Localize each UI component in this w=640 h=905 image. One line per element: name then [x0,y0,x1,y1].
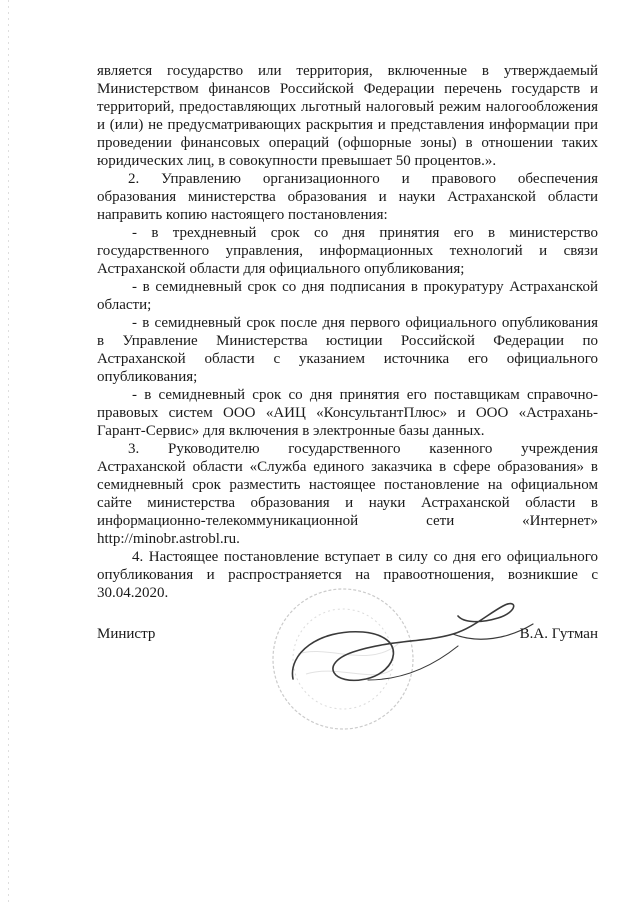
text-line: - в трехдневный срок со дня принятия его в министерство [132,225,598,241]
text-line: - в семидневный срок со дня подписания в прокуратуру Астраханской [132,279,598,295]
text-line: в Управление Министерства юстиции Российской Федерации по [97,333,598,349]
text-line: Астраханской области «Служба единого заказчика в сфере образования» в [97,459,598,475]
text-line: Астраханской области с указанием источника его официального [97,351,598,367]
text-line: проведении финансовых операций (офшорные зоны) в отношении таких [97,135,598,151]
text-line: территорий, предоставляющих льготный налоговый режим налогообложения [97,99,598,115]
text-line: образования министерства образования и науки Астраханской области [97,189,598,205]
signature-and-stamp-image [248,584,548,734]
text-line: направить копию настоящего постановления: [97,207,388,223]
text-line: государственного управления, информационных технологий и связи [97,243,598,259]
text-line: области; [97,297,152,313]
text-line: сайте министерства образования и науки Астраханской области в [97,495,598,511]
text-line: Министерством финансов Российской Федерации перечень государств и [97,81,598,97]
text-line: семидневный срок разместить настоящее постановление на официальном [97,477,598,493]
text-line: опубликования и распространяется на правоотношения, возникшие с [97,567,598,583]
signatory-position: Министр [97,626,156,642]
text-line: Гарант-Сервис» для включения в электронные базы данных. [97,423,485,439]
text-line: - в семидневный срок после дня первого официального опубликования [132,315,598,331]
signatory-name: В.А. Гутман [519,626,598,642]
text-line: http://minobr.astrobl.ru. [97,531,240,547]
text-line: информационно-телекоммуникационной сети «Интернет» [97,513,598,529]
text-line: Астраханской области для официального опубликования; [97,261,465,277]
text-line: юридических лиц, в совокупности превышает 50 процентов.». [97,153,497,169]
text-line: является государство или территория, включенные в утверждаемый [97,63,598,79]
text-line: опубликования; [97,369,198,385]
text-line: 30.04.2020. [97,585,169,601]
text-line: правовых систем ООО «АИЦ «КонсультантПлюс» и ООО «Астрахань- [97,405,598,421]
text-line: - в семидневный срок со дня принятия его поставщикам справочно- [132,387,598,403]
text-line: и (или) не предусматривающих раскрытия и представления информации при [97,117,598,133]
text-line: 2. Управлению организационного и правового обеспечения [128,171,598,187]
scan-margin-artifact [8,0,9,905]
text-line: 4. Настоящее постановление вступает в силу со дня его официального [132,549,598,565]
text-line: 3. Руководителю государственного казенного учреждения [128,441,598,457]
